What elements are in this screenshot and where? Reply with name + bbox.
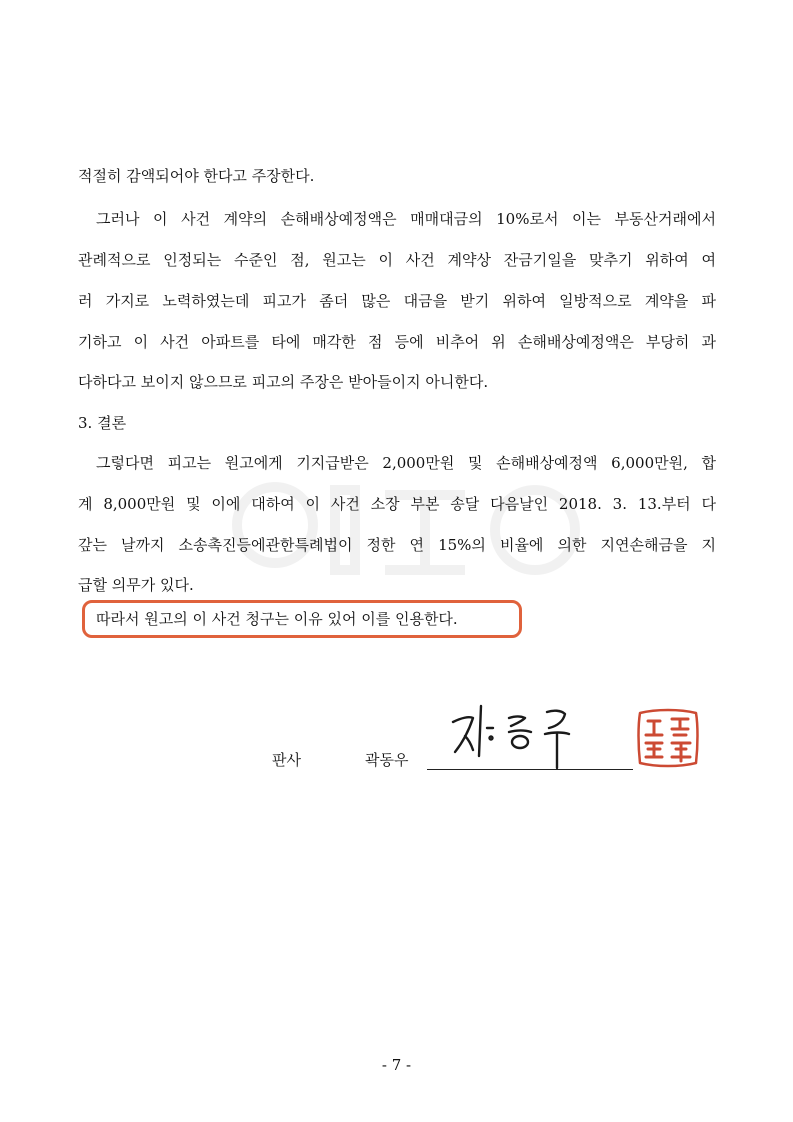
ruling-sentence: 따라서 원고의 이 사건 청구는 이유 있어 이를 인용한다. bbox=[96, 610, 458, 628]
page-number: - 7 - bbox=[381, 1056, 412, 1074]
section-heading-conclusion: 3. 결론 bbox=[78, 414, 127, 432]
handwritten-signature bbox=[445, 698, 605, 774]
paragraph-line-5: 기하고 이 사건 아파트를 타에 매각한 점 등에 비추어 위 손해배상예정액은 부당히 과 bbox=[78, 333, 716, 351]
paragraph-line-3: 관례적으로 인정되는 수준인 점, 원고는 이 사건 계약상 잔금기일을 맞추기 위하여 여 bbox=[78, 251, 716, 269]
judge-seal bbox=[632, 705, 704, 773]
judge-role-label: 판사 bbox=[272, 751, 301, 769]
paragraph-line-10: 갚는 날까지 소송촉진등에관한특례법이 정한 연 15%의 비율에 의한 지연손해금을 지 bbox=[78, 536, 716, 554]
paragraph-line-2: 그러나 이 사건 계약의 손해배상예정액은 매매대금의 10%로서 이는 부동산거래에서 bbox=[96, 210, 716, 228]
paragraph-line-1: 적절히 감액되어야 한다고 주장한다. bbox=[78, 167, 315, 185]
paragraph-line-4: 러 가지로 노력하였는데 피고가 좀더 많은 대금을 받기 위하여 일방적으로 계약을 파 bbox=[78, 292, 716, 310]
paragraph-line-11: 급할 의무가 있다. bbox=[78, 576, 194, 594]
paragraph-line-9: 계 8,000만원 및 이에 대하여 이 사건 소장 부본 송달 다음날인 2018. 3. 13.부터 다 bbox=[78, 495, 716, 513]
judge-name: 곽동우 bbox=[365, 751, 409, 769]
paragraph-line-6: 다하다고 보이지 않으므로 피고의 주장은 받아들이지 아니한다. bbox=[78, 373, 489, 391]
paragraph-line-8: 그렇다면 피고는 원고에게 기지급받은 2,000만원 및 손해배상예정액 6,000만원, 합 bbox=[96, 454, 716, 472]
